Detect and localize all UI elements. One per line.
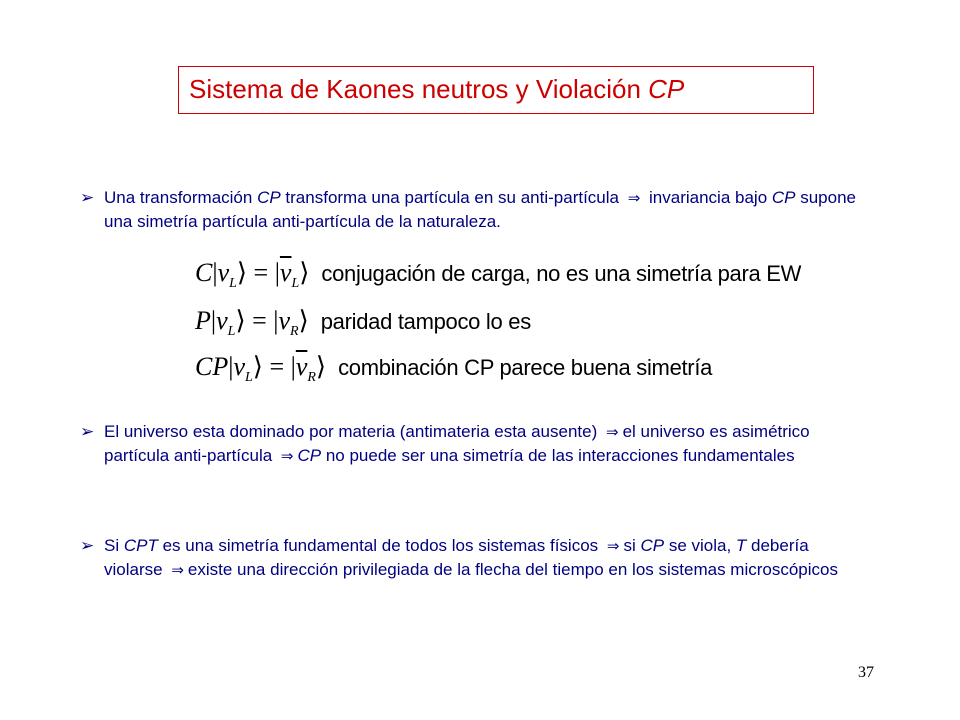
antineutrino-symbol: $\overline{\nu}$ (279, 258, 292, 287)
cpt-term: CPT (123, 536, 158, 555)
title-main: Sistema de Kaones neutros y Violación (189, 74, 649, 104)
bullet-universe-matter (80, 420, 870, 468)
equation-description: paridad tampoco lo es (320, 309, 531, 334)
neutrino-symbol: ν (278, 306, 291, 335)
operator: P (195, 306, 211, 335)
subscript: L (291, 276, 300, 292)
cp-term: CP (640, 536, 665, 555)
operator: C (195, 258, 213, 287)
bullet-text (104, 186, 870, 234)
neutrino-symbol: ν (233, 352, 245, 381)
text-span: invariancia bajo (644, 188, 772, 207)
subscript: R (307, 370, 316, 386)
text-span: es una simetría fundamental de todos los sistemas físicos (157, 536, 603, 555)
neutrino-symbol: ν (217, 258, 230, 287)
text-span: se viola, (664, 536, 736, 555)
text-span: transforma una partícula en su anti-partícula (280, 188, 624, 207)
implies-icon: ⇒ (605, 423, 619, 441)
equation-cp: $CP|\nu_L⟩$ = $|\overline{\nu}_R⟩$ combinación CP parece buena simetría (195, 352, 713, 386)
subscript: L (229, 276, 237, 292)
bullet-arrow-icon: ➢ (80, 188, 95, 207)
text-span: si (623, 536, 641, 555)
implies-icon: ⇒ (606, 537, 620, 555)
text-span: El universo esta dominado por materia (antimateria esta ausente) (104, 422, 602, 441)
cp-term: CP (297, 446, 322, 465)
bullet-arrow-icon: ➢ (80, 536, 95, 555)
cp-term: CP (257, 188, 281, 207)
operator: CP (195, 352, 229, 381)
slide-title (189, 74, 684, 105)
text-span: debería violarse (104, 536, 809, 579)
cp-term: CP (771, 188, 796, 207)
equation-description: conjugación de carga, no es una simetría para EW (321, 261, 802, 286)
text-span: Una transformación (104, 188, 258, 207)
t-term: T (735, 536, 747, 555)
subscript: L (227, 324, 236, 340)
subscript: L (245, 370, 253, 386)
bullet-cp-transformation (80, 186, 870, 234)
bullet-arrow-icon: ➢ (80, 422, 95, 441)
implies-icon: ⇒ (171, 561, 184, 579)
neutrino-symbol: ν (216, 306, 228, 335)
text-span: el universo es asimétrico partícula anti-partícula (104, 422, 810, 465)
text-span: Si (104, 536, 124, 555)
bullet-text (104, 420, 870, 468)
text-span: existe una dirección privilegiada de la flecha del tiempo en los sistemas microscópicos (187, 560, 838, 579)
equation-c: $C|\nu_L⟩$ = $|\overline{\nu}_L⟩$ conjugación de carga, no es una simetría para EW (195, 258, 802, 292)
page-number: 37 (858, 664, 874, 681)
text-span: supone una simetría partícula anti-partícula de la naturaleza. (104, 188, 856, 231)
title-box (178, 66, 814, 114)
bullet-text (104, 534, 870, 582)
antineutrino-symbol: $\overline{\nu}$ (295, 352, 308, 381)
equation-p: $P|\nu_L⟩$ = $|\nu_R⟩$ paridad tampoco lo es (195, 306, 531, 340)
implies-icon: ⇒ (627, 189, 641, 207)
text-span: no puede ser una simetría de las interacciones fundamentales (321, 446, 795, 465)
title-cp: CP (648, 74, 685, 104)
subscript: R (290, 324, 299, 340)
equation-description: combinación CP parece buena simetría (338, 355, 713, 380)
bullet-cpt-symmetry (80, 534, 870, 582)
implies-icon: ⇒ (280, 447, 294, 465)
